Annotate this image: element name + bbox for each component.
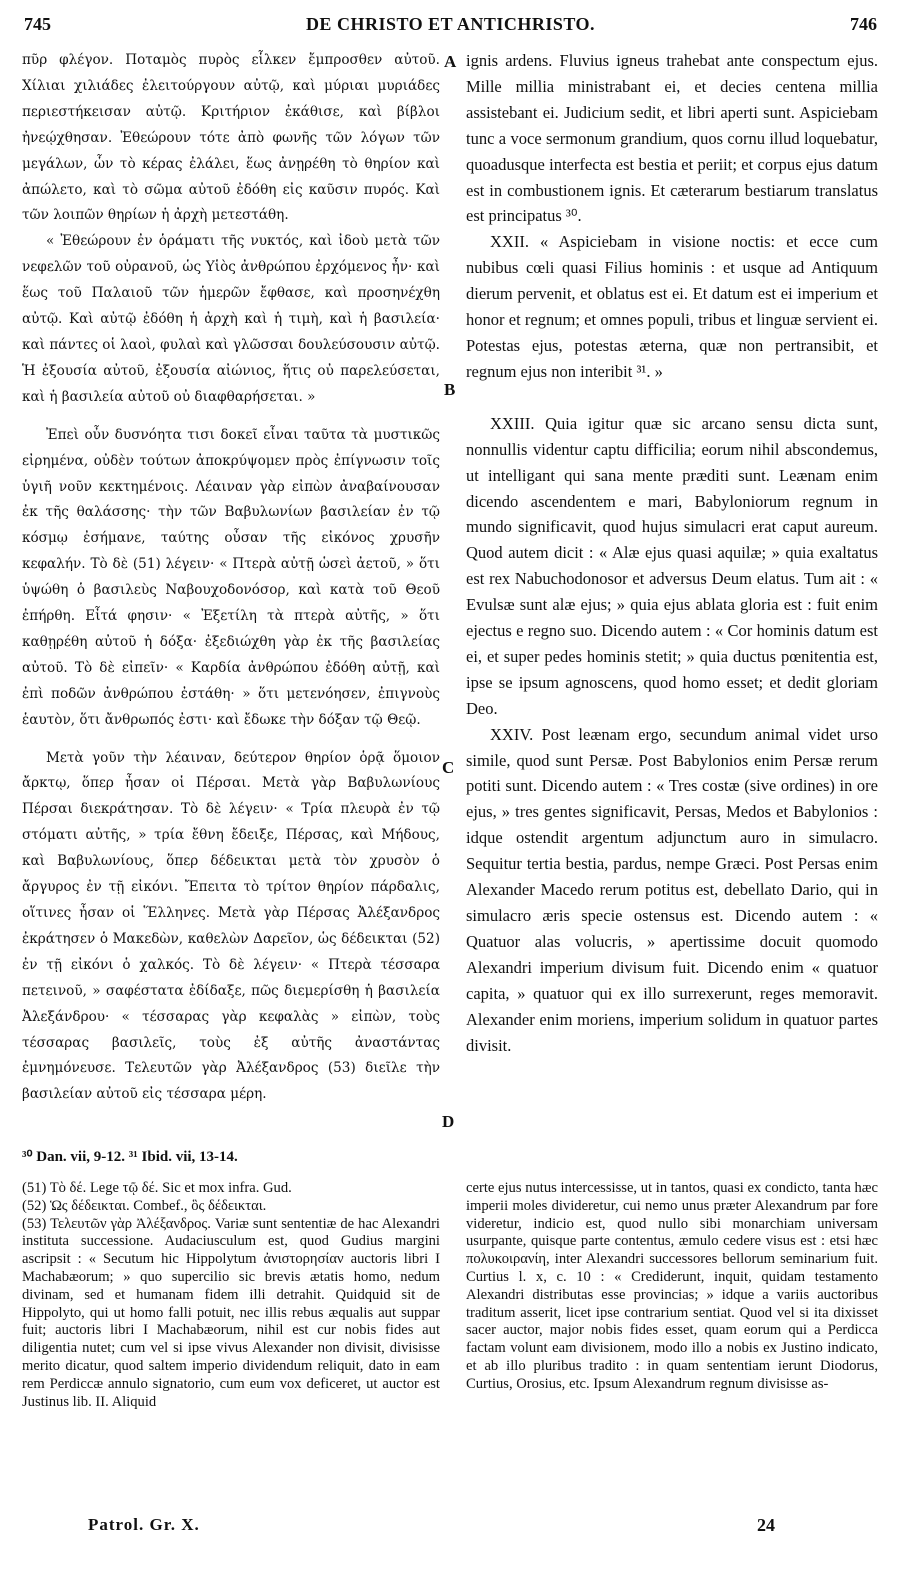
footnote: (51) Τὸ δέ. Lege τῷ δέ. Sic et mox infra. Gud. — [22, 1180, 292, 1196]
greek-column — [22, 48, 440, 1108]
latin-paragraph: XXIII. Quia igitur quæ sic arcano sensu dicta sunt, nonnullis videntur captu difficilia; eorum nihil abscondemus, ut intelligant qui sana mente præditi sunt. Leænam enim dicendo ascendentem e mari, Babyloniorum regnum in mundo significavit, quod hujus simulacri erat caput aureum. Quod autem dicit : « Alæ ejus quasi aquilæ; » quia exaltatus est rex Nabuchodonosor et adversus Deum elatus. Tum ait : « Evulsæ sunt alæ ejus; » quia ejus ablata gloria est : fuit enim ejectus e regno suo. Dicendo autem : « Cor hominis datum est ei, et super pedes hominis stetit; » quia ductus pœnitentia est, ipse se ipsum agnoscens, quod homo esset; et dedit gloriam Deo. — [466, 413, 878, 718]
footnote: (53) Τελευτῶν γὰρ Ἀλέξανδρος. Variæ sunt sententiæ de hac Alexandri instituta successione. Audaciusculum est, quod Gudius margini ascripsit : « Secutum hic Hippolytum ἀνιστορησίαν auctoris libri I Machabæorum; » quo supercilio sic brevis ætatis homo, nedum divinam, sed et humanam fidem illi detrahit. Quidquid sit de Hippolyto, qui ut homo falli potuit, nec illis rebus æqualis aut suppar fuit; auctoris libri I Machabæorum, nihil est cur nobis fides aut diligentia nutet; cum vel si ipse vivus Alexander non divisit, divisisse merito dicatur, quod saltem imperio dividendum reliquit, dato in eam rem Perdiccæ annulo signatorio, cum eum vox deficeret, ut auctor est Justinus lib. II. Aliquid — [22, 1215, 440, 1410]
running-header — [24, 14, 877, 40]
running-title: DE CHRISTO ET ANTICHRISTO. — [305, 14, 596, 34]
greek-paragraph: πῦρ φλέγον. Ποταμὸς πυρὸς εἷλκεν ἔμπροσθεν αὐτοῦ. Χίλιαι χιλιάδες ἐλειτούργουν αὐτῷ, καὶ μύριαι μυριάδες περιεστήκεισαν αὐτῷ. Κριτήριον ἐκάθισε, καὶ βίβλοι ἠνεῴχθησαν. Ἐθεώρουν τότε ἀπὸ φωνῆς τῶν λόγων τῶν μεγάλων, ὧν τὸ κέρας ἐλάλει, ἕως ἀνῃρέθη τὸ θηρίον καὶ ἀπώλετο, καὶ τὸ σῶμα αὐτοῦ ἐδόθη εἰς καῦσιν πυρός. Καὶ τῶν λοιπῶν θηρίων ἡ ἀρχὴ μετεστάθη. — [22, 52, 440, 224]
footnotes-right — [466, 1180, 878, 1394]
latin-column — [466, 48, 878, 1058]
greek-paragraph: « Ἐθεώρουν ἐν ὁράματι τῆς νυκτός, καὶ ἰδοὺ μετὰ τῶν νεφελῶν τοῦ οὐρανοῦ, ὡς Υἱὸς ἀνθρώπου ἐρχόμενος ἦν· καὶ ἕως τοῦ Παλαιοῦ τῶν ἡμερῶν ἔφθασε, καὶ προσηνέχθη αὐτῷ. Καὶ αὐτῷ ἐδόθη ἡ ἀρχὴ καὶ ἡ τιμὴ, καὶ ἡ βασιλεία· καὶ πάντες οἱ λαοὶ, φυλαὶ καὶ γλῶσσαι δουλεύσουσιν αὐτῷ. Ἡ ἐξουσία αὐτοῦ, ἐξουσία αἰώνιος, ἥτις οὐ παρελεύσεται, καὶ ἡ βασιλεία αὐτοῦ οὐ διαφθαρήσεται. » — [22, 233, 440, 405]
footnote: (52) Ὡς δέδεικται. Combef., ὃς δέδεικται. — [22, 1197, 267, 1214]
latin-paragraph: XXIV. Post leænam ergo, secundum animal videt urso simile, quod sunt Persæ. Post Babylonios enim Persæ rerum potiti sunt. Dicendo autem : « Tres costæ (sive ordines) in ore ejus, » tres gentes significavit, Persas, Medos et Babylonios : idque ostendit argentum adjunctum auro in simulacro. Sequitur tertia bestia, pardus, nempe Græci. Post Persas enim Alexander Macedo rerum potitus est, debellato Dario, qui in simulacro æris specie ostensus est. Dicendo autem : « Quatuor alas volucris, » apertissime docuit quomodo Alexandri imperium divisum fuit. Dicendo enim « quatuor capita, » quatuor qui ex illo surrexerunt, reges memoravit. Alexander enim moriens, imperium solidum in quatuor partes divisit. — [466, 724, 878, 1055]
latin-paragraph: ignis ardens. Fluvius igneus trahebat ante conspectum ejus. Mille millia ministrabant ei, et decies centena millia assistebant ei. Judicium sedit, et libri aperti sunt. Aspiciebam tunc a voce sermonum grandium, quos cornu illud loquebatur, quoadusque interfecta est bestia et periit; et corpus ejus datum est in combustionem ignis. Et cæterarum bestiarum translatus est principatus ³⁰. — [466, 51, 878, 226]
greek-paragraph: Μετὰ γοῦν τὴν λέαιναν, δεύτερον θηρίον ὁρᾷ ὅμοιον ἄρκτῳ, ὅπερ ἦσαν οἱ Πέρσαι. Μετὰ γὰρ Βαβυλωνίους Πέρσαι διεκράτησαν. Τὸ δὲ λέγειν· « Τρία πλευρὰ ἐν τῷ στόματι αὐτῆς, » τρία ἔθνη ἔδειξε, Πέρσας, καὶ Μήδους, καὶ Βαβυλωνίους, ὅπερ δέδεικται μετὰ τὸν χρυσὸν ὁ ἄργυρος ἐν τῇ εἰκόνι. Ἔπειτα τὸ τρίτον θηρίον πάρδαλις, οἵτινες ἦσαν οἱ Ἕλληνες. Μετὰ γὰρ Πέρσας Ἀλέξανδρος ἐκράτησεν ὁ Μακεδὼν, καθελὼν Δαρεῖον, ὡς δέδεικται (52) ἐν τῇ εἰκόνι ὁ χαλκός. Τὸ δὲ λέγειν· « Πτερὰ τέσσαρα πετεινοῦ, » σαφέστατα ἐδίδαξε, πῶς διεμερίσθη ἡ βασιλεία Ἀλεξάνδρου· « τέσσαρας γὰρ κεφαλὰς » εἰπὼν, τοὺς τέσσαρας βασιλεῖς, τοὺς ἐξ αὐτῆς ἀναστάντας ἐμνημόνευσε. Τελευτῶν γὰρ Ἀλέξανδρος (53) διεῖλε τὴν βασιλείαν αὐτοῦ εἰς τέσσαρα μέρη. — [22, 749, 440, 1103]
page-number-right: 746 — [850, 14, 877, 34]
page-number-left: 745 — [24, 14, 51, 34]
margin-marker-c: C — [442, 758, 455, 777]
margin-marker-d: D — [442, 1112, 455, 1131]
signature-mark: 24 — [757, 1515, 775, 1535]
scripture-references: ³⁰ Dan. vii, 9-12. ³¹ Ibid. vii, 13-14. — [22, 1149, 238, 1165]
latin-paragraph: XXII. « Aspiciebam in visione noctis: et ecce cum nubibus cœli quasi Filius hominis : et usque ad Antiquum dierum pervenit, et oblatus est ei. Et datum est ei imperium et honor et regnum; et omnes populi, tribus et linguæ servient ei. Potestas ejus, potestas æterna, quæ non pertransibit, et regnum ejus non interibit ³¹. » — [466, 232, 878, 381]
margin-marker-a: A — [444, 52, 457, 71]
margin-marker-b: B — [444, 380, 456, 399]
greek-paragraph: Ἐπεὶ οὖν δυσνόητα τισι δοκεῖ εἶναι ταῦτα τὰ μυστικῶς εἰρημένα, οὐδὲν τούτων ἀποκρύψομεν πρὸς ἐπίγνωσιν τοῖς ὑγιῆ νοῦν κεκτημένοις. Λέαιναν γὰρ εἰπὼν ἀναβαίνουσαν ἐκ τῆς θαλάσσης· τὴν τῶν Βαβυλωνίων βασιλείαν ἐν τῷ κόσμῳ ἐσήμανε, ταύτης οὖσαν τῆς εἰκόνος χρυσῆν κεφαλήν. Τὸ δὲ (51) λέγειν· « Πτερὰ αὐτῇ ὡσεὶ ἀετοῦ, » ὅτι ὑψώθη ὁ βασιλεὺς Ναβουχοδονόσορ, καὶ κατὰ τοῦ Θεοῦ ἐπήρθη. Εἶτά φησιν· « Ἐξετίλη τὰ πτερὰ αὐτῆς, » ὅτι καθῃρέθη αὐτοῦ ἡ δόξα· ἐξεδιώχθη γὰρ ἐκ τῆς βασιλείας αὐτοῦ. Τὸ δὲ εἰπεῖν· « Καρδία ἀνθρώπου ἐδόθη αὐτῇ, καὶ ἐπὶ ποδῶν ἀνθρώπου ἐστάθη· » ὅτι μετενόησεν, ἐπιγνοὺς ἑαυτὸν, ὅτι ἄνθρωπός ἐστι· καὶ ἔδωκε τὴν δόξαν τῷ Θεῷ. — [22, 426, 440, 728]
series-footer: Patrol. Gr. X. — [88, 1515, 200, 1534]
footnote-continuation: certe ejus nutus intercessisse, ut in tantos, quasi ex condicto, tanta hæc imperii moles divideretur, cui nemo unus præter Alexandrum par fore videretur, indicio est, quod nullo sibi monarchiam universam usurpante, quisque parte contentus, æmulo cedere visus est : etsi hæc πολυκοιρανίη, inter Alexandri successores bellorum seminarium fuit. Curtius l. x, c. 10 : « Crediderunt, inquit, quidam testamento Alexandri distributas esse provincias; » idque a variis auctoribus traditum asserit, licet ipse contrarium sentiat. Quod vel si ita dixisset sacer auctor, major nobis fides esset, quam eorum qui a Perdicca factam volunt eam divisionem, modo illo a nobis ex Justino indicato, et ab illo pluribus tradito : in quam sententiam ierunt Diodorus, Curtius, Orosius, etc. Ipsum Alexandrum regnum divisisse as- — [466, 1180, 878, 1392]
footnotes-left — [22, 1180, 440, 1411]
